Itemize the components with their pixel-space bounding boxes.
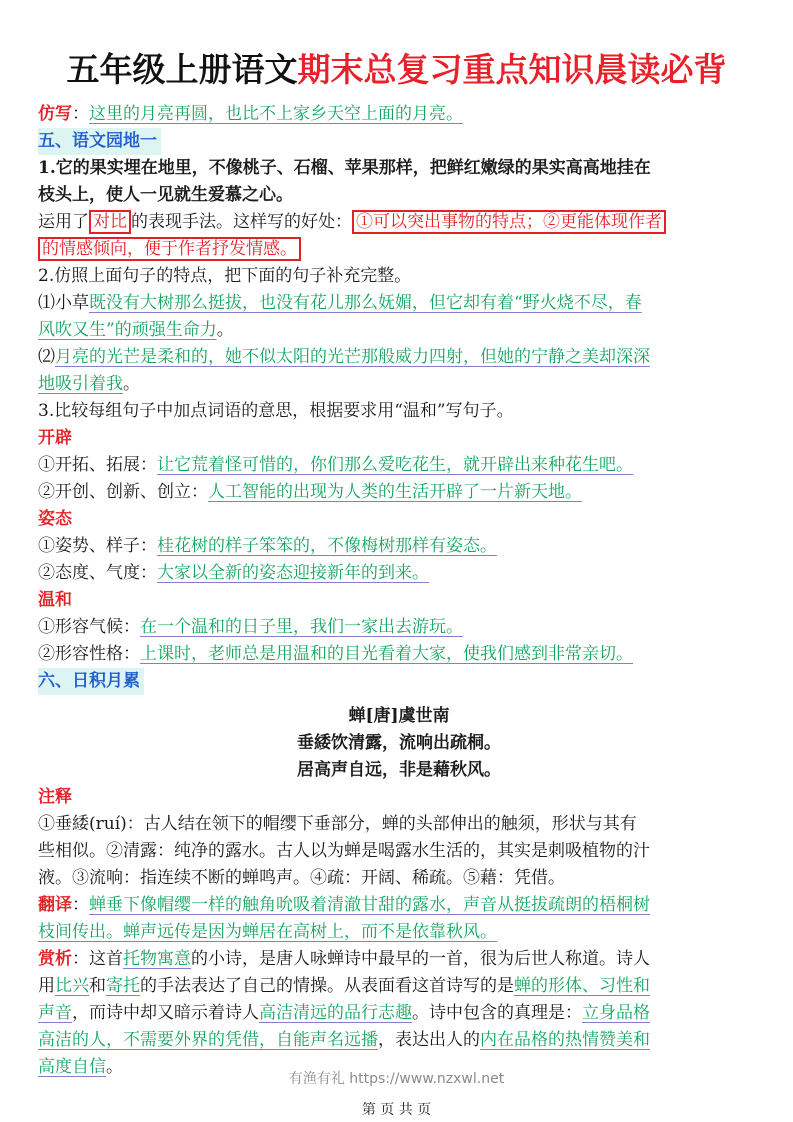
q2-s1-line2 [38,317,760,344]
spacer [38,695,760,703]
q2-s2-prefix: ⑵ [38,347,55,367]
q3-intro: 3.比较每组句子中加点词语的意思，根据要求用“温和”写句子。 [38,401,514,421]
q1-answer-a: ①可以突出事物的特点；②更能体现作者 [352,210,666,234]
notes-line3: 液。③流响：指连续不断的蝉鸣声。④疏：开阔、稀疏。⑤藉：凭借。 [38,868,565,888]
appr-l4-g2: 内在品格的热情赞美和 [480,1030,650,1050]
wenhe-m1: ①形容气候： [38,617,140,637]
section5-heading-line [38,128,760,155]
appr-l2-g1: 比兴 [55,976,89,996]
section5-heading: 五、语文园地一 [38,128,161,155]
section6-heading-line [38,668,760,695]
notes-label: 注释 [38,787,72,807]
poem-title: 蝉[唐]虞世南 [348,706,450,726]
q2-s2-line1 [38,344,760,371]
footer-url: 有渔有礼 https://www.nzxwl.net [288,1071,505,1087]
wenhe-m2: ②形容性格： [38,644,140,664]
translation-line2 [38,919,760,946]
appr-l5-a: 。 [106,1057,123,1077]
q1-answer-line2 [38,236,760,263]
appr-l3-g2: 高洁清远的品行志趣 [259,1003,412,1023]
appreciation-line2 [38,973,760,1000]
appreciation-line4 [38,1027,760,1054]
title-part2: 期末总复习重点知识晨读必背 [297,50,727,89]
imitation-label: 仿写 [38,104,72,124]
appreciation-line3 [38,1000,760,1027]
appr-l1-a: ：这首 [72,949,123,969]
translation-sep: ： [72,895,89,915]
q2-s2-line2 [38,371,760,398]
wenhe-label: 温和 [38,590,72,610]
translation-text1: 蝉垂下像帽缨一样的触角吮吸着清澈甘甜的露水，声音从挺拔疏朗的梧桐树 [89,895,650,915]
q2-s1-a: 既没有大树那么挺拔，也没有花儿那么妩媚，但它却有着“野火烧不尽，春 [89,293,642,313]
zitai-m1: ①姿势、样子： [38,536,157,556]
kaipi-s2: 人工智能的出现为人类的生活开辟了一片新天地。 [208,482,582,502]
appr-l4-g1: 高洁的人，不需要外界的凭借，自能声名远播 [38,1030,378,1050]
wenhe-item1 [38,614,760,641]
q2-s2-a: 月亮的光芒是柔和的，她不似太阳的光芒那般威力四射，但她的宁静之美却深深 [55,347,650,367]
zitai-item1 [38,533,760,560]
poem-line2: 居高声自远，非是藉秋风。 [297,760,501,780]
imitation-line [38,101,760,128]
appr-l3-g1: 声音 [38,1003,72,1023]
q1-line2: 枝头上，使人一见就生爱慕之心。 [38,185,293,205]
poem-line1: 垂緌饮清露，流响出疏桐。 [297,733,501,753]
zitai-m2: ②态度、气度： [38,563,157,583]
notes-line2: 些相似。②清露：纯净的露水。古人以为蝉是喝露水生活的，其实是刺吸植物的汁 [38,841,650,861]
appr-l4-a: ，表达出人的 [378,1030,480,1050]
appr-l3-g3: 立身品格 [582,1003,650,1023]
kaipi-item1 [38,452,760,479]
zitai-label: 姿态 [38,509,72,529]
translation-line1 [38,892,760,919]
appreciation-line1 [38,946,760,973]
appr-l2-a: 用 [38,976,55,996]
wenhe-s2: 上课时，老师总是用温和的目光看着大家，使我们感到非常亲切。 [140,644,633,664]
q1-pre: 运用了 [38,212,89,232]
appr-l3-a: ，而诗中却又暗示着诗人 [72,1003,259,1023]
q1-answer-line [38,209,760,236]
section6-heading: 六、日积月累 [38,668,144,695]
imitation-sep: ： [72,104,89,124]
appr-l2-b: 和 [89,976,106,996]
q1-keyword: 对比 [89,210,131,234]
q2-s2-end: 。 [123,374,140,394]
page-title [0,48,793,92]
q2-intro: 2.仿照上面句子的特点，把下面的句子补充完整。 [38,266,412,286]
wenhe-item2 [38,641,760,668]
appreciation-label: 赏析 [38,949,72,969]
q1-answer-b: 的情感倾向，便于作者抒发情感。 [38,237,301,261]
q1-mid: 的表现手法。这样写的好处： [131,212,352,232]
notes-line1: ①垂緌(ruí)：古人结在领下的帽缨下垂部分，蝉的头部伸出的触须，形状与其有 [38,814,637,834]
appr-l2-g3: 蝉的形体、习性和 [514,976,650,996]
kaipi-label: 开辟 [38,428,72,448]
appr-l3-b: 。诗中包含的真理是： [412,1003,582,1023]
zitai-s2: 大家以全新的姿态迎接新年的到来。 [157,563,429,583]
content-body [38,101,760,1081]
q2-s2-b: 地吸引着我 [38,374,123,394]
wenhe-s1: 在一个温和的日子里，我们一家出去游玩。 [140,617,463,637]
appr-l2-g2: 寄托 [106,976,140,996]
appr-l1-g1: 托物寓意 [123,949,191,969]
translation-text2: 枝间传出。蝉声远传是因为蝉居在高树上，而不是依靠秋风。 [38,922,497,942]
appr-l5-g1: 高度自信 [38,1057,106,1077]
zitai-s1: 桂花树的样子笨笨的，不像梅树那样有姿态。 [157,536,497,556]
imitation-text: 这里的月亮再圆，也比不上家乡天空上面的月亮。 [89,104,463,124]
zitai-item2 [38,560,760,587]
title-part1: 五年级上册语文 [66,50,298,89]
footer-page-number: 第 页 共 页 [361,1102,432,1118]
kaipi-m1: ①开拓、拓展： [38,455,157,475]
appr-l2-c: 的手法表达了自己的情操。从表面看这首诗写的是 [140,976,514,996]
kaipi-s1: 让它荒着怪可惜的，你们那么爱吃花生，就开辟出来种花生吧。 [157,455,633,475]
q2-s1-end: 。 [216,320,234,340]
appr-l1-b: 的小诗，是唐人咏蝉诗中最早的一首，很为后世人称道。诗人 [191,949,650,969]
kaipi-m2: ②开创、创新、创立： [38,482,208,502]
q1-line1: 1.它的果实埋在地里，不像桃子、石榴、苹果那样，把鲜红嫩绿的果实高高地挂在 [38,158,651,178]
q2-s1-line1 [38,290,760,317]
kaipi-item2 [38,479,760,506]
translation-label: 翻译 [38,895,72,915]
q2-s1-prefix: ⑴小草 [38,293,89,313]
q2-s1-b: 风吹又生”的顽强生命力 [38,320,217,340]
